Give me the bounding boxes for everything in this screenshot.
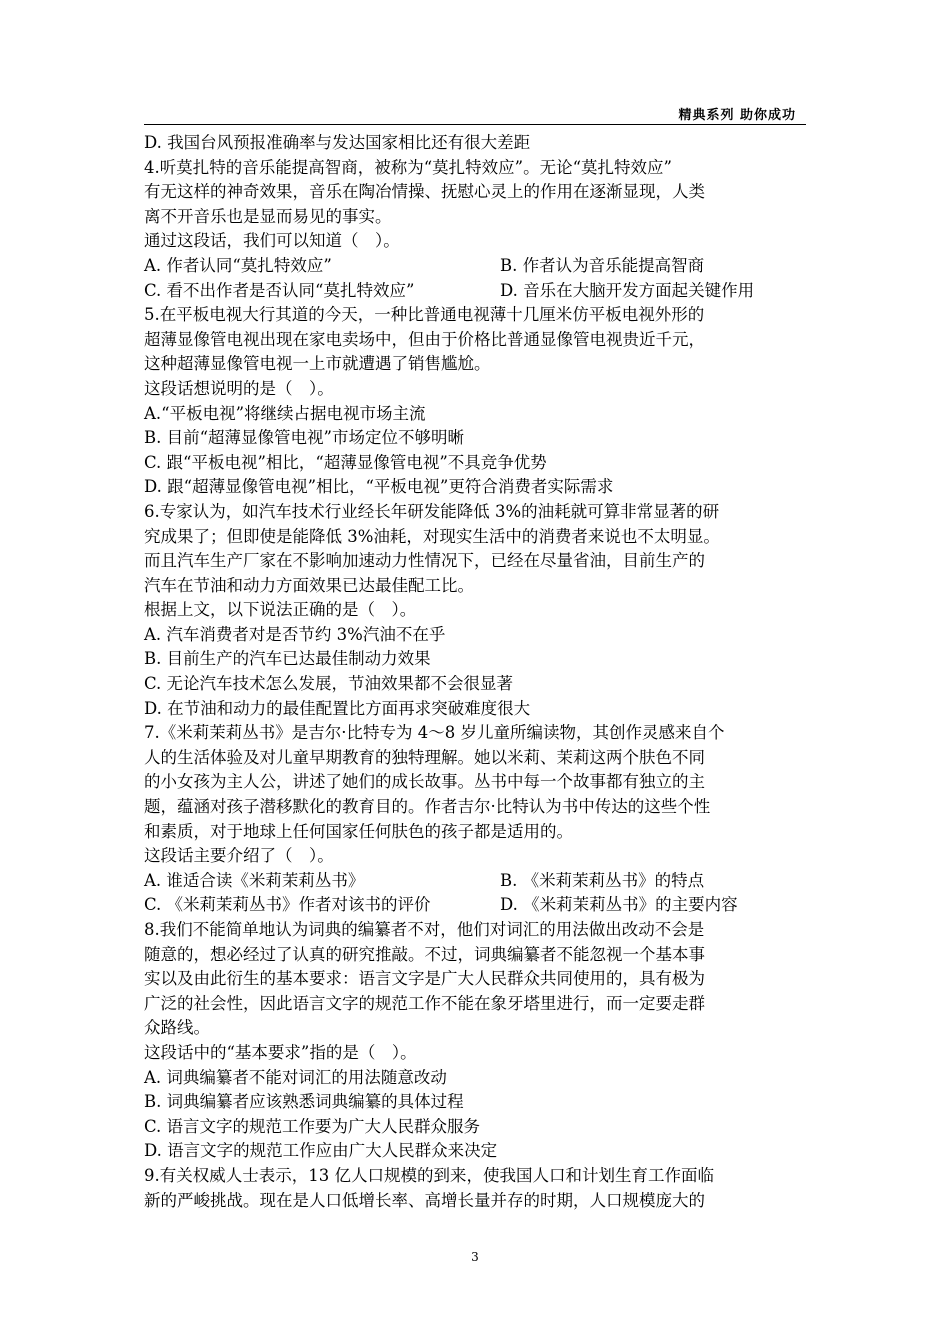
page-header [144,100,806,125]
text-line: 汽车在节油和动力方面效果已达最佳配工比。 [144,575,474,595]
option-text: B. 作者认为音乐能提高智商 [500,255,705,275]
option-text: D. 音乐在大脑开发方面起关键作用 [500,280,755,300]
header-text: 精典系列 助你成功 [678,108,796,123]
text-line: 这段话主要介绍了（ ）。 [144,846,334,866]
text-line: 广泛的社会性，因此语言文字的规范工作不能在象牙塔里进行，而一定要走群 [144,993,705,1013]
option-text: C. 《米莉茉莉丛书》作者对该书的评价 [144,895,431,915]
text-line: C. 无论汽车技术怎么发展，节油效果都不会很显著 [144,674,514,694]
text-line: D. 跟“超薄显像管电视”相比，“平板电视”更符合消费者实际需求 [144,477,614,497]
option-row [144,893,808,918]
text-line: 有无这样的神奇效果，音乐在陶冶情操、抚慰心灵上的作用在逐渐显现，人类 [144,182,705,202]
text-line: 新的严峻挑战。现在是人口低增长率、高增长量并存的时期，人口规模庞大的 [144,1190,705,1210]
text-line: 的小女孩为主人公，讲述了她们的成长故事。丛书中每一个故事都有独立的主 [144,772,705,792]
text-line: 随意的，想必经过了认真的研究推敲。不过，词典编纂者不能忽视一个基本事 [144,944,705,964]
text-line: A.“平板电视”将继续占据电视市场主流 [144,403,426,423]
text-line: 8.我们不能简单地认为词典的编纂者不对，他们对词汇的用法做出改动不会是 [144,920,705,939]
option-text: A. 谁适合读《米莉茉莉丛书》 [144,870,365,890]
text-line: 4.听莫扎特的音乐能提高智商，被称为“莫扎特效应”。无论“莫扎特效应” [144,157,672,177]
text-line: 通过这段话，我们可以知道（ ）。 [144,231,400,251]
option-row [144,869,808,894]
text-line: B. 目前“超薄显像管电视”市场定位不够明晰 [144,428,464,448]
text-line: D. 在节油和动力的最佳配置比方面再求突破难度很大 [144,698,531,718]
page-number: 3 [471,1250,479,1264]
text-line: 7.《米莉茉莉丛书》是吉尔·比特专为 4～8 岁儿童所编读物，其创作灵感来自个 [144,723,725,743]
text-line: 和素质，对于地球上任何国家任何肤色的孩子都是适用的。 [144,821,573,841]
text-line: 众路线。 [144,1018,210,1038]
text-line: A. 汽车消费者对是否节约 3%汽油不在乎 [144,624,446,644]
text-line: C. 语言文字的规范工作要为广大人民群众服务 [144,1116,481,1136]
text-line: 超薄显像管电视出现在家电卖场中，但由于价格比普通显像管电视贵近千元， [144,329,705,349]
text-line: D. 语言文字的规范工作应由广大人民群众来决定 [144,1141,498,1161]
text-line: 9.有关权威人士表示，13 亿人口规模的到来，使我国人口和计划生育工作面临 [144,1165,714,1185]
option-text: A. 作者认同“莫扎特效应” [144,255,332,275]
option-row [144,279,808,304]
text-line: 5.在平板电视大行其道的今天，一种比普通电视薄十几厘米仿平板电视外形的 [144,305,705,325]
text-line: C. 跟“平板电视”相比，“超薄显像管电视”不具竞争优势 [144,452,547,472]
document-body [144,131,808,1213]
text-line: 而且汽车生产厂家在不影响加速动力性情况下，已经在尽量省油，目前生产的 [144,551,705,571]
text-line: D. 我国台风预报准确率与发达国家相比还有很大差距 [144,133,531,152]
text-line: 实以及由此衍生的基本要求：语言文字是广大人民群众共同使用的，具有极为 [144,969,705,989]
text-line: 6.专家认为，如汽车技术行业经长年研发能降低 3%的油耗就可算非常显著的研 [144,501,720,521]
option-text: D. 《米莉茉莉丛书》的主要内容 [500,895,738,915]
text-line: 这段话中的“基本要求”指的是（ ）。 [144,1042,417,1062]
text-line: A. 词典编纂者不能对词汇的用法随意改动 [144,1067,447,1087]
text-line: 人的生活体验及对儿童早期教育的独特理解。她以米莉、茉莉这两个肤色不同 [144,747,705,767]
text-line: 题，蕴涵对孩子潜移默化的教育目的。作者吉尔·比特认为书中传达的这些个性 [144,797,711,817]
option-text: C. 看不出作者是否认同“莫扎特效应” [144,280,415,300]
text-line: 根据上文，以下说法正确的是（ ）。 [144,600,417,620]
text-line: 离不开音乐也是显而易见的事实。 [144,206,392,226]
option-text: B. 《米莉茉莉丛书》的特点 [500,870,705,890]
text-line: 这段话想说明的是（ ）。 [144,378,334,398]
option-row [144,254,808,279]
text-line: B. 词典编纂者应该熟悉词典编纂的具体过程 [144,1092,464,1112]
text-line: 究成果了；但即使是能降低 3%油耗，对现实生活中的消费者来说也不太明显。 [144,526,720,546]
text-line: 这种超薄显像管电视一上市就遭遇了销售尴尬。 [144,354,491,374]
text-line: B. 目前生产的汽车已达最佳制动力效果 [144,649,431,669]
